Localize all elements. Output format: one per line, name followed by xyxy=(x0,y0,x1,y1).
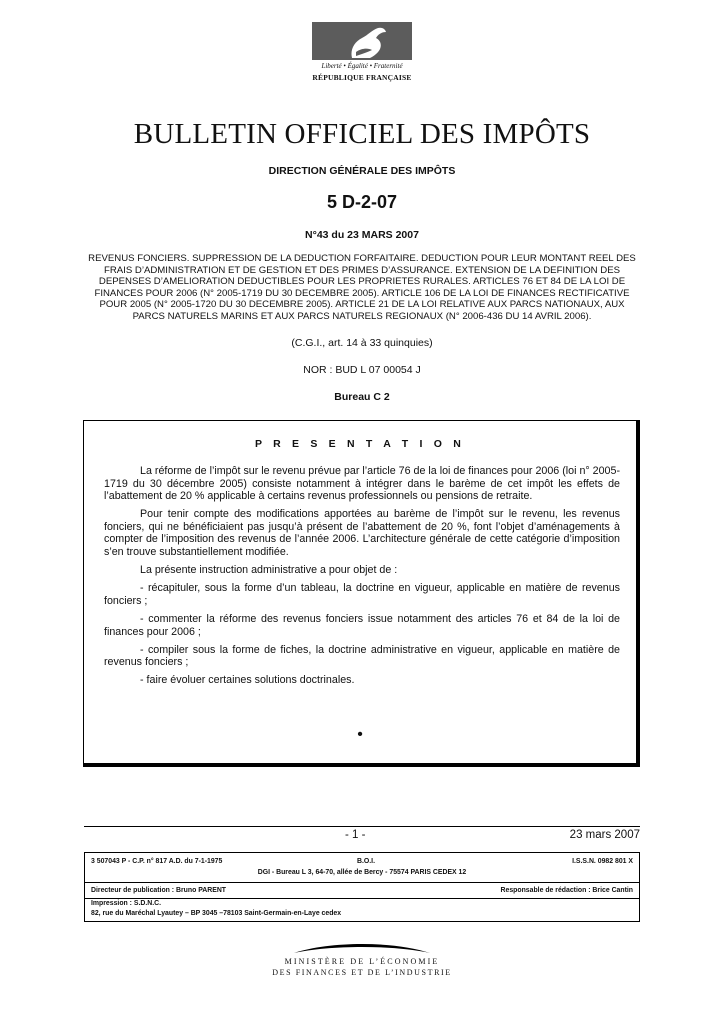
bureau-label: Bureau C 2 xyxy=(334,391,390,403)
presentation-list-item: - récapituler, sous la forme d’un tableau, la doctrine en vigueur, applicable en matière de revenus fonciers ; xyxy=(104,582,620,607)
presentation-body xyxy=(104,465,620,692)
end-bullet: • xyxy=(357,726,363,743)
presentation-paragraph: Pour tenir compte des modifications apportées au barème de l’impôt sur le revenu, les revenus fonciers, qui ne bénéficiaient pas jusqu’à présent de l’abattement de 20 %, font l’objet d’aménagements à compter de l’imposition des revenus de l’année 2006. L’architecture générale de cette catégorie d’imposition s’en trouve substantiellement modifiée. xyxy=(104,508,620,559)
marianne-icon xyxy=(312,22,412,60)
presentation-box xyxy=(83,420,640,767)
presentation-paragraph: La réforme de l’impôt sur le revenu prévue par l’article 76 de la loi de finances pour 2006 (loi n° 2005-1719 du 30 décembre 2005) consiste notamment à intégrer dans le barème de cet impôt les effets de l’abattement de 20 % applicable à certains revenus professionnels ou pensions de retraite. xyxy=(104,465,620,503)
footer-director: Directeur de publication : Bruno PARENT xyxy=(91,887,227,894)
page-divider xyxy=(84,826,640,827)
presentation-heading: P R E S E N T A T I O N xyxy=(255,438,465,450)
presentation-list-item: - commenter la réforme des revenus fonciers issue notamment des articles 76 et 84 de la loi de finances pour 2006 ; xyxy=(104,612,620,638)
page-number: - 1 - xyxy=(345,829,366,841)
cgi-reference: (C.G.I., art. 14 à 33 quinquies) xyxy=(291,337,433,349)
ministry-arc-icon xyxy=(290,935,434,955)
presentation-list-item: - faire évoluer certaines solutions doctrinales. xyxy=(140,674,355,687)
publication-footer xyxy=(84,852,640,922)
footer-issn: I.S.S.N. 0982 801 X xyxy=(572,858,633,865)
direction-label: DIRECTION GÉNÉRALE DES IMPÔTS xyxy=(268,165,456,177)
logo-republic: RÉPUBLIQUE FRANÇAISE xyxy=(312,73,412,82)
logo-motto: Liberté • Égalité • Fraternité xyxy=(321,62,403,70)
instruction-summary: REVENUS FONCIERS. SUPPRESSION DE LA DEDUCTION FORFAITAIRE. DEDUCTION POUR LEUR MONTANT REEL DES FRAIS D’ADMINISTRATION ET DE GESTION ET DES PRIMES D’ASSURANCE. EXTENSION DE LA DEFINITION DES DEPENSES D’AMELIORATION DEDUCTIBLES POUR LES PROPRIETES RURALES. ARTICLES 76 ET 84 DE LA LOI DE FINANCES POUR 2006 (N° 2005-1719 DU 30 DECEMBRE 2005). ARTICLE 106 DE LA LOI DE FINANCES RECTIFICATIVE POUR 2005 (N° 2005-1720 DU 30 DECEMBRE 2005). ARTICLE 21 DE LA LOI RELATIVE AUX PARCS NATIONAUX, AUX PARCS NATURELS MARINS ET AUX PARCS NATURELS REGIONAUX (N° 2006-436 DU 14 AVRIL 2006). xyxy=(88,253,636,322)
ministry-name-line-1: MINISTÈRE DE L’ÉCONOMIE xyxy=(284,957,440,966)
issue-number: N°43 du 23 MARS 2007 xyxy=(305,229,419,241)
document-title: BULLETIN OFFICIEL DES IMPÔTS xyxy=(133,118,591,150)
republique-logo xyxy=(310,22,414,88)
footer-address: 82, rue du Maréchal Lyautey – BP 3045 –78103 Saint-Germain-en-Laye cedex xyxy=(91,910,342,917)
footer-code: 3 507043 P - C.P. n° 817 A.D. du 7-1-1975 xyxy=(91,858,223,865)
presentation-list-item: - compiler sous la forme de fiches, la doctrine administrative en vigueur, applicable en matière de revenus fonciers ; xyxy=(104,643,620,669)
presentation-paragraph: La présente instruction administrative a pour objet de : xyxy=(140,564,398,577)
footer-editor: Responsable de rédaction : Brice Cantin xyxy=(500,887,633,894)
footer-boi: B.O.I. xyxy=(357,858,375,865)
ministry-name-line-2: DES FINANCES ET DE L’INDUSTRIE xyxy=(272,968,452,977)
instruction-reference: 5 D-2-07 xyxy=(326,192,398,212)
nor-reference: NOR : BUD L 07 00054 J xyxy=(303,364,421,376)
footer-divider xyxy=(85,898,639,899)
footer-dgi: DGI - Bureau L 3, 64-70, allée de Bercy - 75574 PARIS CEDEX 12 xyxy=(257,869,467,876)
page-date: 23 mars 2007 xyxy=(569,829,640,841)
footer-printing: Impression : S.D.N.C. xyxy=(91,900,162,907)
footer-divider xyxy=(85,882,639,883)
